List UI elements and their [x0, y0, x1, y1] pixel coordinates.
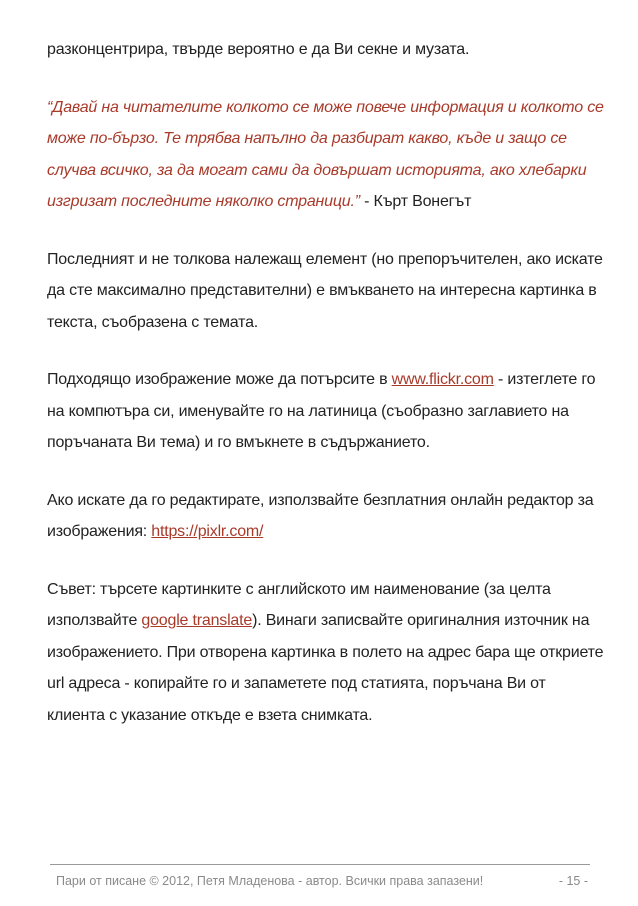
paragraph-intro: разконцентрира, твърде вероятно е да Ви секне и музата. — [47, 41, 470, 58]
footer-divider — [50, 864, 590, 865]
pixlr-link[interactable]: https://pixlr.com/ — [151, 523, 264, 540]
quote-paragraph — [47, 92, 607, 218]
flickr-link[interactable]: www.flickr.com — [391, 371, 494, 388]
google-translate-link[interactable]: google translate — [141, 612, 253, 629]
paragraph-image-element: Последният и не толкова належащ елемент (но препоръчителен, ако искате да сте максимално представителни) е вмъкването на интересна картинка в текста, съобразена с темата. — [47, 250, 603, 331]
paragraph-flickr-text-after: - изтеглете го на компютъра си, именувайте го на латиница (съобразно заглавието на поръчаната Ви тема) и го вмъкнете в съдържанието. — [47, 371, 596, 451]
page-footer — [56, 874, 588, 888]
quote-author: - Кърт Вонегът — [364, 193, 472, 210]
paragraph-advice-text-before: Съвет: търсете картинките с английското им наименование (за целта използвайте — [47, 580, 551, 629]
paragraph-pixlr-text-before: Ако искате да го редактирате, използвайте безплатния онлайн редактор за изображения: — [47, 491, 594, 540]
paragraph-advice — [47, 574, 607, 732]
paragraph-advice-text-after: ). Винаги записвайте оригиналния източник на изображението. При отворена картинка в полето на адрес бара ще откриете url адреса - копирайте го и запаметете под статията, поръчана Ви от клиента с указание откъде е взета снимката. — [47, 612, 604, 724]
page-number: - 15 - — [558, 874, 588, 888]
paragraph-flickr — [47, 364, 607, 459]
page-content — [47, 34, 607, 757]
quote-text: “Давай на читателите колкото се може повече информация и колкото се може по-бързо. Те трябва напълно да разбират какво, къде и защо се случва всичко, за да могат сами да довършат историята, ако хлебарки изгризат последните няколко страници.” — [47, 98, 604, 210]
footer-copyright: Пари от писане © 2012, Петя Младенова - автор. Всички права запазени! — [56, 874, 484, 888]
paragraph-pixlr — [47, 485, 607, 548]
paragraph-flickr-text-before: Подходящо изображение може да потърсите в — [47, 371, 392, 388]
